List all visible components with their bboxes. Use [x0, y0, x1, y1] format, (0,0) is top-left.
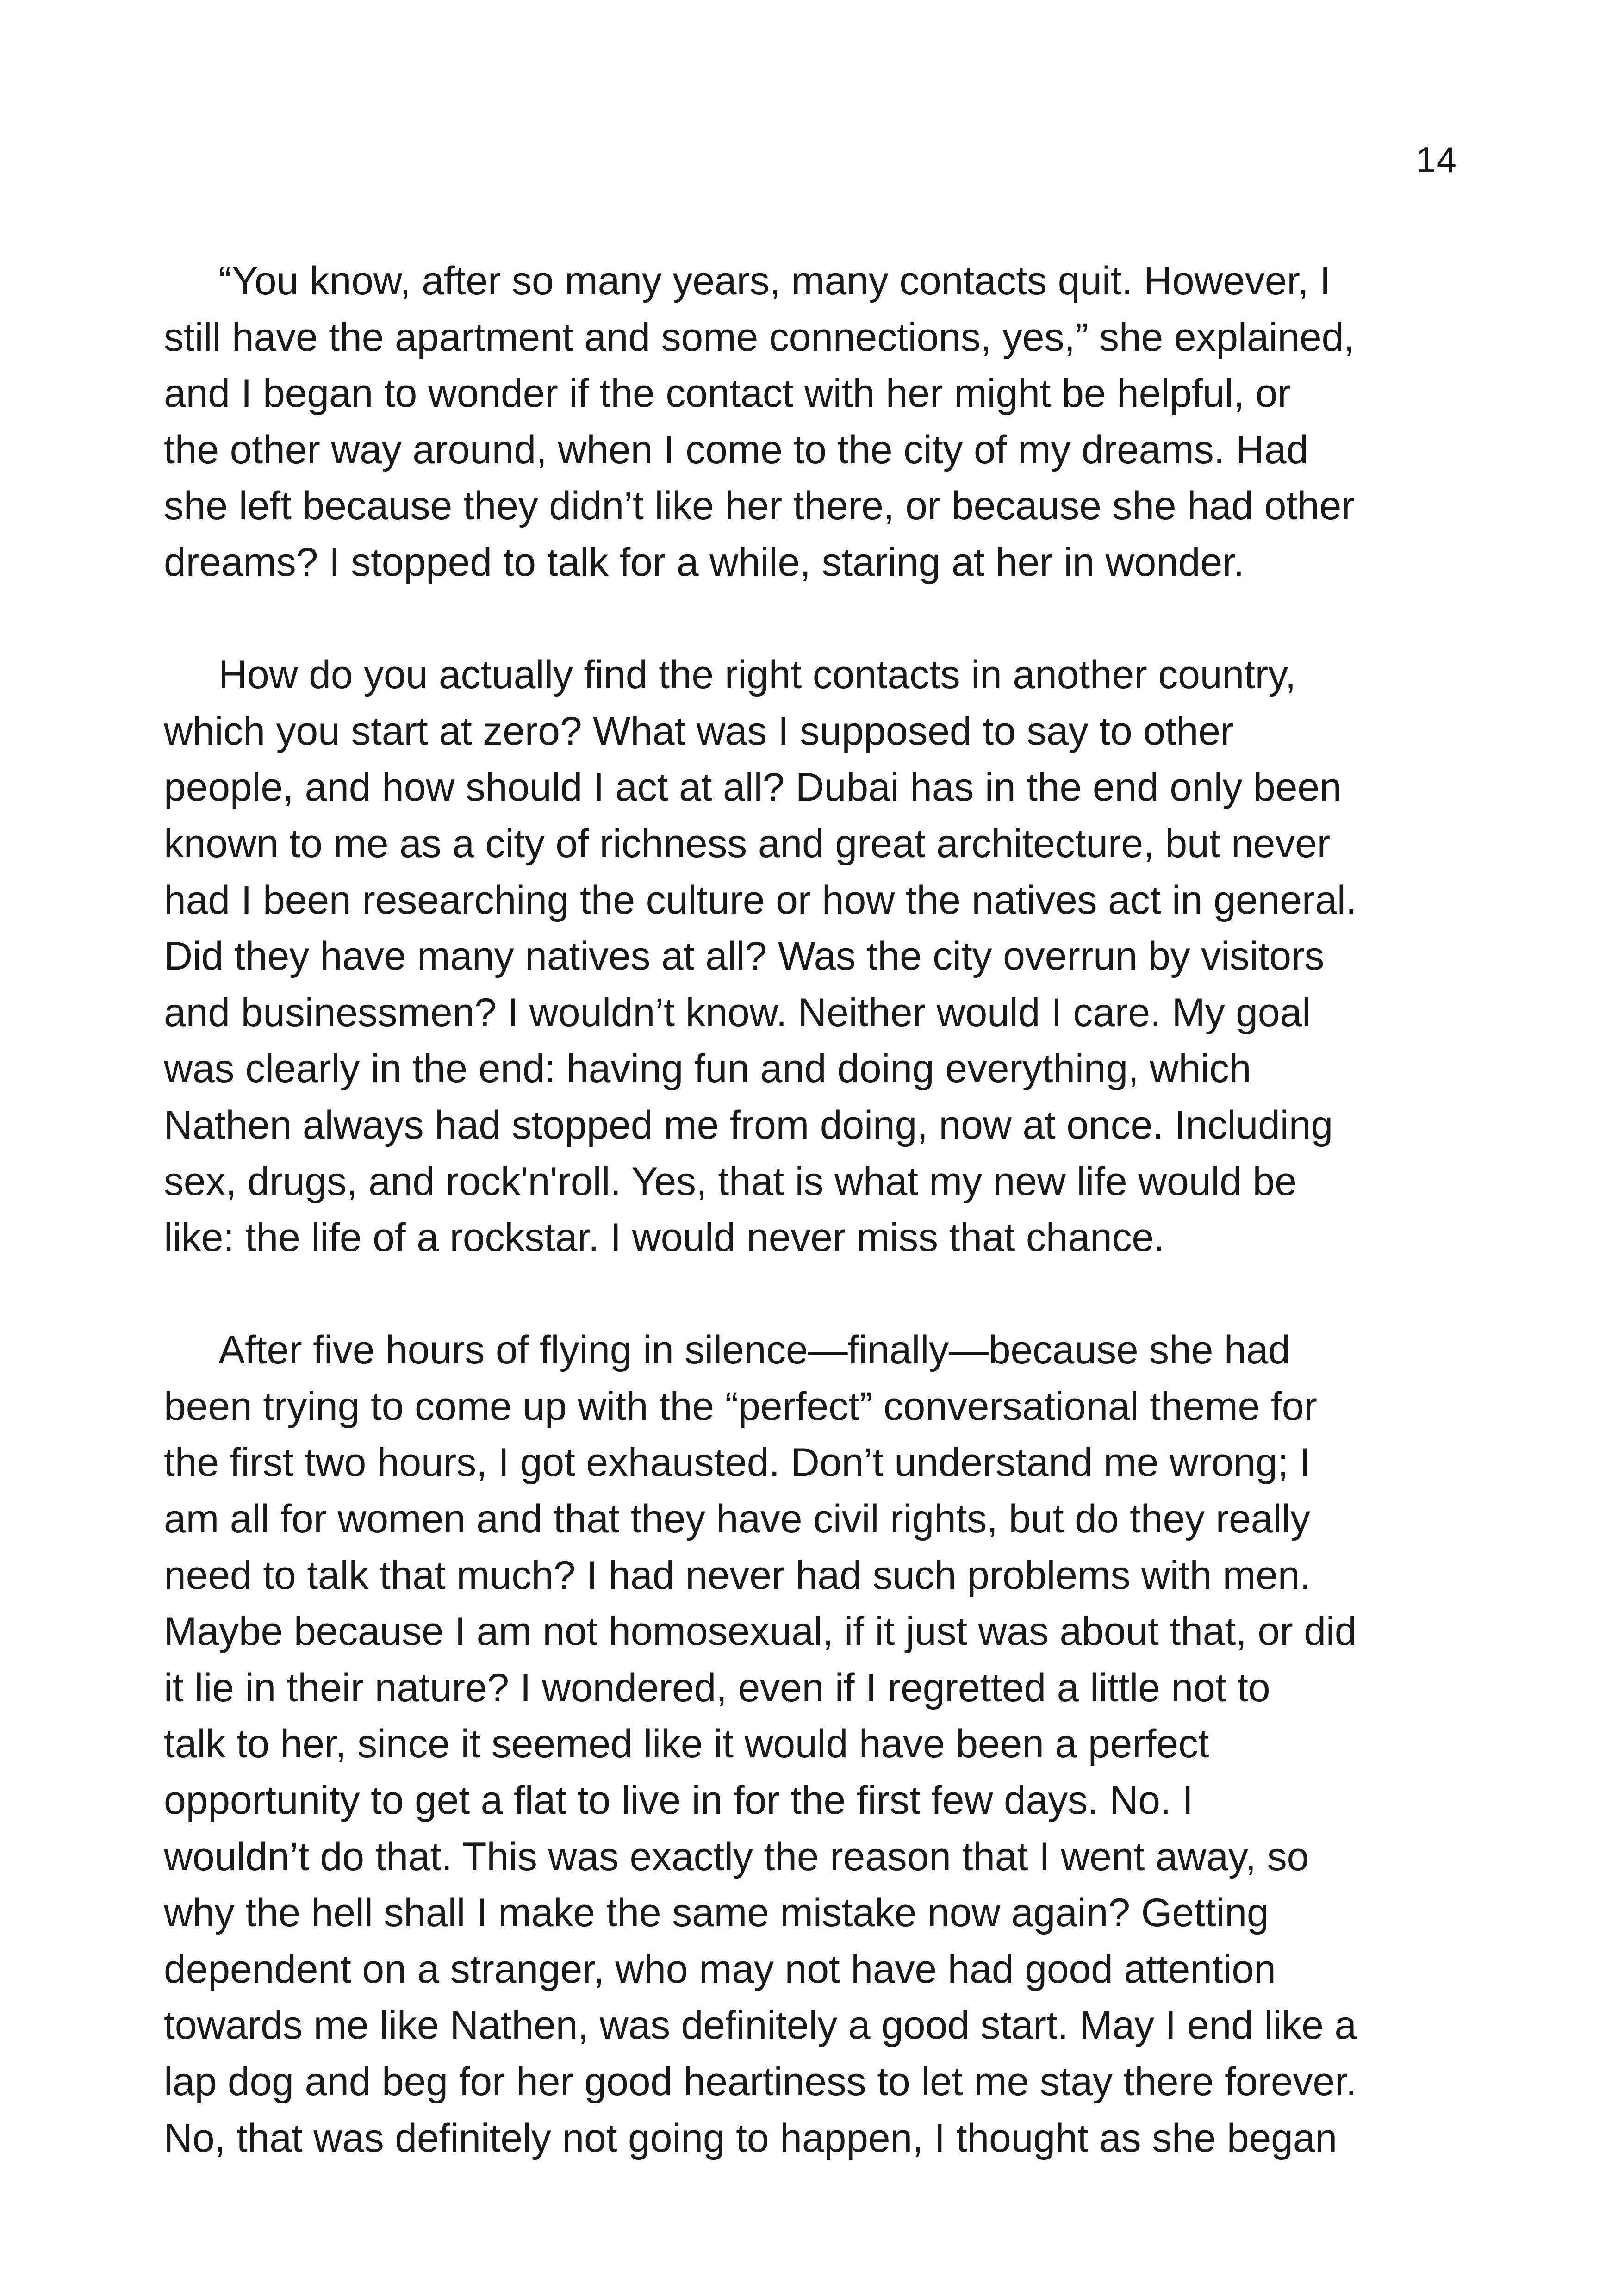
text-line: need to talk that much? I had never had such problems with men. — [164, 1553, 1311, 1598]
text-line: towards me like Nathen, was definitely a good start. May I end like a — [164, 2003, 1357, 2048]
text-body — [164, 253, 1467, 2166]
text-line: No, that was definitely not going to happen, I thought as she began — [164, 2116, 1337, 2160]
text-line: Did they have many natives at all? Was the city overrun by visitors — [164, 934, 1325, 979]
text-line: Maybe because I am not homosexual, if it just was about that, or did — [164, 1609, 1357, 1654]
text-line: she left because they didn’t like her there, or because she had other — [164, 484, 1355, 529]
text-line: the first two hours, I got exhausted. Don’t understand me wrong; I — [164, 1440, 1311, 1485]
page-number: 14 — [1416, 139, 1457, 180]
text-line: and businessmen? I wouldn’t know. Neither would I care. My goal — [164, 990, 1311, 1035]
text-line: it lie in their nature? I wondered, even if I regretted a little not to — [164, 1665, 1270, 1710]
text-line: was clearly in the end: having fun and doing everything, which — [164, 1046, 1251, 1091]
text-line: Nathen always had stopped me from doing, now at once. Including — [164, 1102, 1333, 1147]
text-line: opportunity to get a flat to live in for the first few days. No. I — [164, 1778, 1193, 1823]
text-line: dependent on a stranger, who may not have had good attention — [164, 1947, 1276, 1991]
text-line: had I been researching the culture or how the natives act in general. — [164, 877, 1357, 922]
text-line: which you start at zero? What was I supposed to say to other — [164, 709, 1234, 753]
text-line: the other way around, when I come to the city of my dreams. Had — [164, 427, 1309, 472]
text-line: After five hours of flying in silence—finally—because she had — [218, 1328, 1290, 1373]
text-line: lap dog and beg for her good heartiness to let me stay there forever. — [164, 2060, 1357, 2104]
text-line: people, and how should I act at all? Dubai has in the end only been — [164, 765, 1342, 810]
text-line: “You know, after so many years, many contacts quit. However, I — [218, 259, 1331, 303]
paragraph-2 — [164, 647, 1467, 1266]
paragraph-3 — [164, 1322, 1467, 2166]
text-line: like: the life of a rockstar. I would never miss that chance. — [164, 1215, 1165, 1260]
text-line: known to me as a city of richness and great architecture, but never — [164, 821, 1331, 866]
text-line: dreams? I stopped to talk for a while, staring at her in wonder. — [164, 540, 1245, 585]
text-line: still have the apartment and some connections, yes,” she explained, — [164, 315, 1355, 360]
text-line: How do you actually find the right contacts in another country, — [218, 653, 1296, 697]
text-line: talk to her, since it seemed like it would have been a perfect — [164, 1722, 1209, 1767]
text-line: am all for women and that they have civil rights, but do they really — [164, 1497, 1310, 1542]
text-line: why the hell shall I make the same mistake now again? Getting — [164, 1891, 1269, 1935]
text-line: been trying to come up with the “perfect” conversational theme for — [164, 1384, 1317, 1429]
text-line: wouldn’t do that. This was exactly the reason that I went away, so — [164, 1834, 1309, 1879]
paragraph-1 — [164, 253, 1467, 591]
text-line: sex, drugs, and rock'n'roll. Yes, that is what my new life would be — [164, 1159, 1297, 1204]
text-line: and I began to wonder if the contact with her might be helpful, or — [164, 371, 1291, 416]
